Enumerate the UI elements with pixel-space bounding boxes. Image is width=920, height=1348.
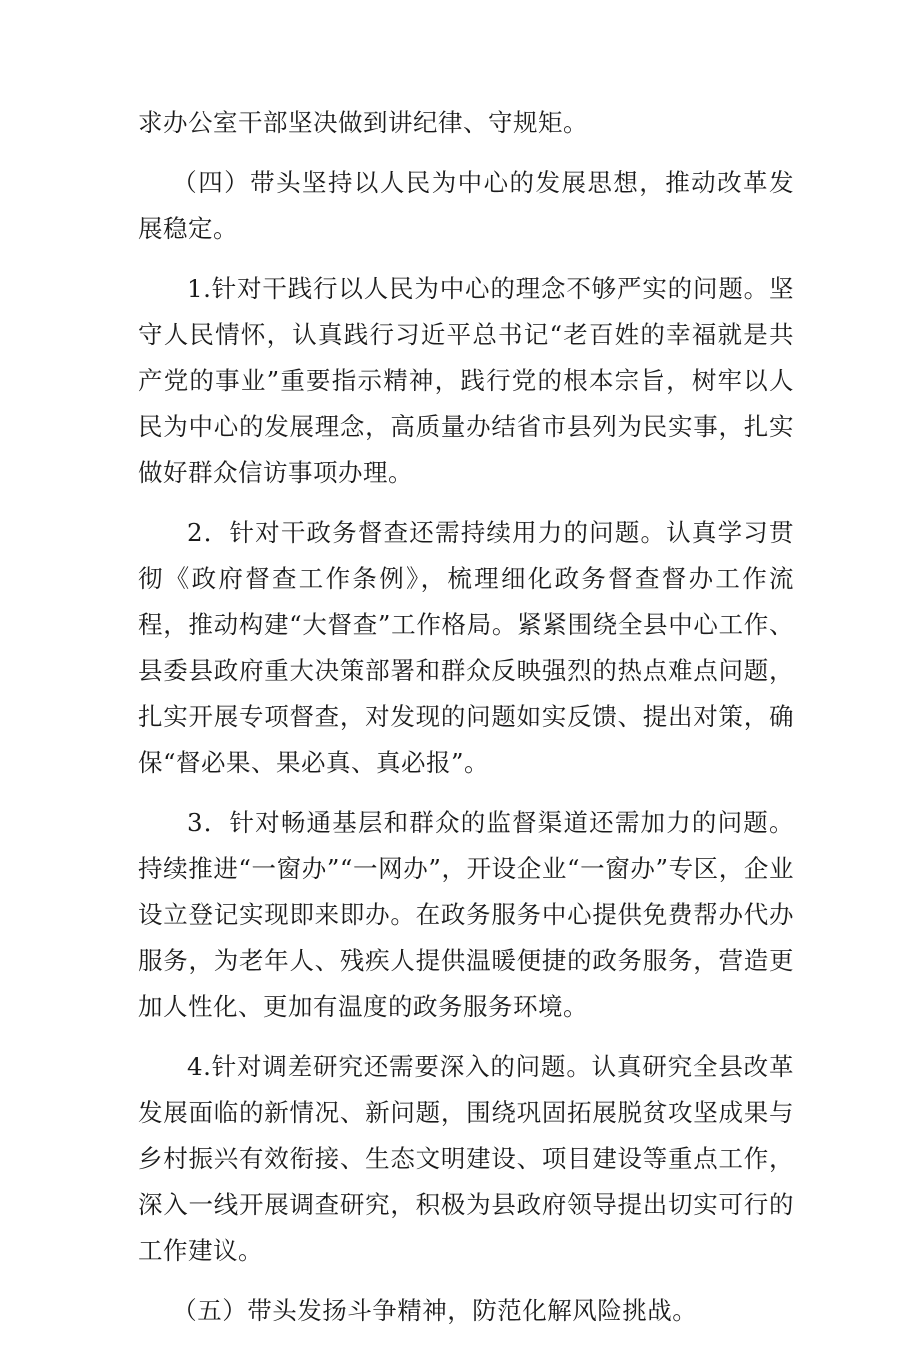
paragraph-item-4: 4.针对调差研究还需要深入的问题。认真研究全县改革发展面临的新情况、新问题，围绕巩固拓展脱贫攻坚成果与乡村振兴有效衔接、生态文明建设、项目建设等重点工作，深入一线开展调查研究，积极为县政府领导提出切实可行的工作建议。 [138,1052,794,1265]
document-body [138,100,794,1348]
paragraph-item-2: 2．针对干政务督查还需持续用力的问题。认真学习贯彻《政府督查工作条例》，梳理细化政务督查督办工作流程，推动构建“大督查”工作格局。紧紧围绕全县中心工作、县委县政府重大决策部署和群众反映强烈的热点难点问题，扎实开展专项督查，对发现的问题如实反馈、提出对策，确保“督必果、果必真、真必报”。 [138,518,794,777]
paragraph-item-1: 1.针对干践行以人民为中心的理念不够严实的问题。坚守人民情怀，认真践行习近平总书记“老百姓的幸福就是共产党的事业”重要指示精神，践行党的根本宗旨，树牢以人民为中心的发展理念，高质量办结省市县列为民实事，扎实做好群众信访事项办理。 [138,274,794,487]
section-heading-five: （五）带头发扬斗争精神，防范化解风险挑战。 [172,1296,698,1325]
paragraph-continuation: 求办公室干部坚决做到讲纪律、守规矩。 [138,108,588,137]
section-heading-four: （四）带头坚持以人民为中心的发展思想，推动改革发展稳定。 [138,168,794,243]
paragraph-item-3: 3．针对畅通基层和群众的监督渠道还需加力的问题。持续推进“一窗办”“一网办”，开设企业“一窗办”专区，企业设立登记实现即来即办。在政务服务中心提供免费帮办代办服务，为老年人、残疾人提供温暖便捷的政务服务，营造更加人性化、更加有温度的政务服务环境。 [138,808,794,1021]
